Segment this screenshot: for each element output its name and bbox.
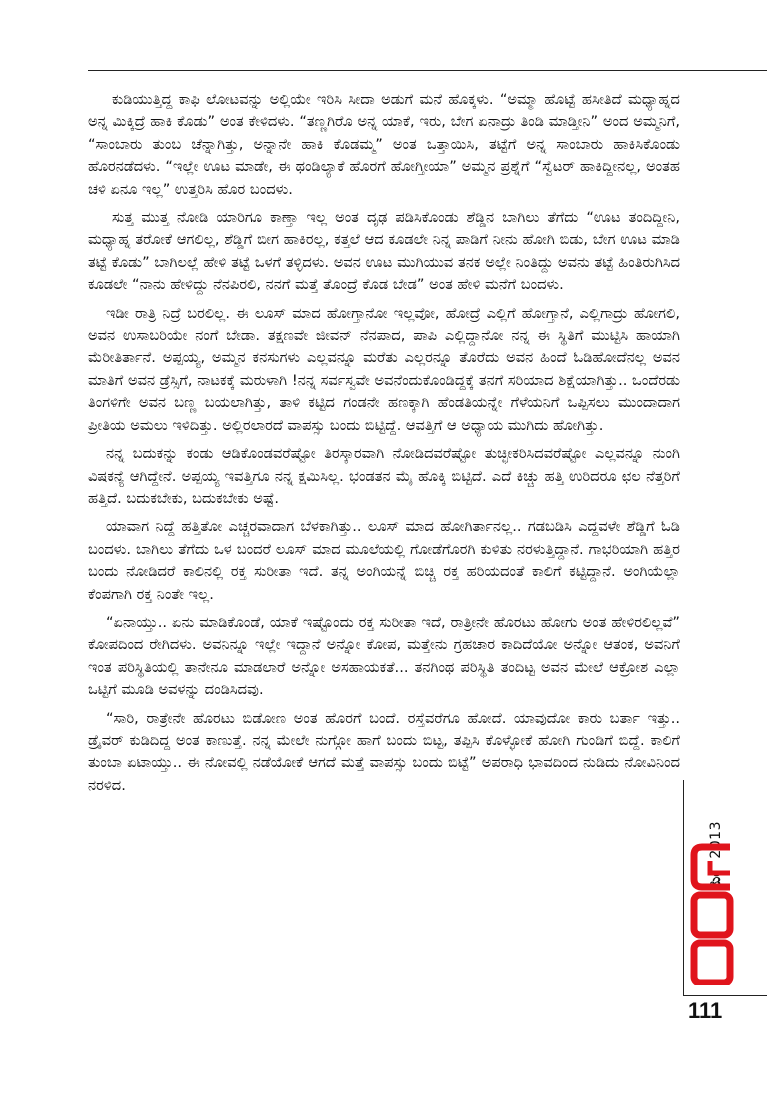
paragraph-6: “ಏನಾಯ್ತು.. ಏನು ಮಾಡಿಕೊಂಡೆ, ಯಾಕೆ ಇಷ್ಟೊಂದು ರಕ್ತ ಸುರೀತಾ ಇದೆ, ರಾತ್ರೀನೇ ಹೊರಟು ಹೋಗು ಅಂತ ಹೇಳಿರಲಿಲ್ಲವೆ” ಕೋಪದಿಂದ ರೇಗಿದಳು. ಅವನಿನ್ನೂ ಇಲ್ಲೇ ಇದ್ದಾನೆ ಅನ್ನೋ ಕೋಪ, ಮತ್ತೇನು ಗ್ರಹಚಾರ ಕಾದಿದೆಯೋ ಅನ್ನೋ ಆತಂಕ, ಅವನಿಗೆ ಇಂತ ಪರಿಸ್ಥಿತಿಯಲ್ಲಿ ತಾನೇನೂ ಮಾಡಲಾರೆ ಅನ್ನೋ ಅಸಹಾಯಕತೆ... ತನಗಿಂಥ ಪರಿಸ್ಥಿತಿ ತಂದಿಟ್ಟ ಅವನ ಮೇಲೆ ಆಕ್ರೋಶ ಎಲ್ಲಾ ಒಟ್ಟಿಗೆ ಮೂಡಿ ಅವಳನ್ನು ದಂಡಿಸಿದವು.: [88, 613, 680, 699]
issue-month: ಮೇ: [708, 871, 724, 890]
magazine-logo: [690, 945, 738, 985]
mayura-logo-mark: [690, 835, 734, 985]
bottom-rule: [683, 995, 767, 996]
top-rule: [88, 70, 767, 71]
issue-year: 2013: [708, 821, 724, 859]
paragraph-4: ನನ್ನ ಬದುಕನ್ನು ಕಂಡು ಆಡಿಕೊಂಡವರೆಷ್ಟೋ ತಿರಸ್ಕಾರವಾಗಿ ನೋಡಿದವರೆಷ್ಟೋ ತುಚ್ಛೀಕರಿಸಿದವರೆಷ್ಟೋ ಎಲ್ಲವನ್ನೂ ನುಂಗಿ ವಿಷಕನ್ಯೆ ಆಗಿದ್ದೇನೆ. ಅಪ್ಪಯ್ಯ ಇವತ್ತಿಗೂ ನನ್ನ ಕ್ಷಮಿಸಿಲ್ಲ. ಭಂಡತನ ಮೈ ಹೊಕ್ಕಿ ಬಿಟ್ಟಿದೆ. ಎದೆ ಕಿಚ್ಚು ಹತ್ತಿ ಉರಿದರೂ ಛಲ ನೆತ್ತರಿಗೆ ಹತ್ತಿದೆ. ಬದುಕಬೇಕು, ಬದುಕಬೇಕು ಅಷ್ಟೆ.: [88, 445, 680, 507]
article-body: [88, 89, 680, 803]
paragraph-2: ಸುತ್ತ ಮುತ್ತ ನೋಡಿ ಯಾರಿಗೂ ಕಾಣ್ತಾ ಇಲ್ಲ ಅಂತ ದೃಢ ಪಡಿಸಿಕೊಂಡು ಶೆಡ್ಡಿನ ಬಾಗಿಲು ತೆಗೆದು “ಊಟ ತಂದಿದ್ದೀನಿ, ಮಧ್ಯಾಹ್ನ ತರೋಕೆ ಆಗಲಿಲ್ಲ, ಶೆಡ್ಡಿಗೆ ಬೀಗ ಹಾಕಿರಲ್ಲ, ಕತ್ತಲೆ ಆದ ಕೂಡಲೇ ನಿನ್ನ ಪಾಡಿಗೆ ನೀನು ಹೋಗಿ ಬಿಡು, ಬೇಗ ಊಟ ಮಾಡಿ ತಟ್ಟೆ ಕೊಡು” ಬಾಗಿಲಲ್ಲೆ ಹೇಳಿ ತಟ್ಟೆ ಒಳಗೆ ತಳ್ಳಿದಳು. ಅವನ ಊಟ ಮುಗಿಯುವ ತನಕ ಅಲ್ಲೇ ನಿಂತಿದ್ದು ಅವನು ತಟ್ಟೆ ಹಿಂತಿರುಗಿಸಿದ ಕೂಡಲೇ “ನಾನು ಹೇಳಿದ್ದು ನೆನಪಿರಲಿ, ನನಗೆ ಮತ್ತೆ ತೊಂದ್ರೆ ಕೊಡ ಬೇಡ” ಅಂತ ಹೇಳಿ ಮನೆಗೆ ಬಂದಳು.: [88, 209, 680, 294]
paragraph-3: ಇಡೀ ರಾತ್ರಿ ನಿದ್ರೆ ಬರಲಿಲ್ಲ. ಈ ಲೂಸ್ ಮಾದ ಹೋಗ್ತಾನೋ ಇಲ್ಲವೋ, ಹೋದ್ರೆ ಎಲ್ಲಿಗೆ ಹೋಗ್ತಾನೆ, ಎಲ್ಲಿಗಾದ್ರು ಹೋಗಲಿ, ಅವನ ಉಸಾಬರಿಯೇ ನಂಗೆ ಬೇಡಾ. ತಕ್ಷಣವೇ ಜೀವನ್ ನೆನಪಾದ, ಪಾಪಿ ಎಲ್ಲಿದ್ದಾನೋ ನನ್ನ ಈ ಸ್ಥಿತಿಗೆ ಮುಟ್ಟಿಸಿ ಹಾಯಾಗಿ ಮೆರೀತಿರ್ತಾನೆ. ಅಪ್ಪಯ್ಯ, ಅಮ್ಮನ ಕನಸುಗಳು ಎಲ್ಲವನ್ನೂ ಮರೆತು ಎಲ್ಲರನ್ನೂ ತೊರೆದು ಅವನ ಹಿಂದೆ ಓಡಿಹೋದೆನಲ್ಲ ಅವನ ಮಾತಿಗೆ ಅವನ ಡ್ರೆಸ್ಸಿಗೆ, ನಾಟಕಕ್ಕೆ ಮರುಳಾಗಿ !ನನ್ನ ಸರ್ವಸ್ವವೇ ಅವನೆಂದುಕೊಂಡಿದ್ದಕ್ಕೆ ತನಗೆ ಸರಿಯಾದ ಶಿಕ್ಷೆಯಾಗಿತ್ತು.. ಒಂದೆರಡು ತಿಂಗಳಿಗೇ ಅವನ ಬಣ್ಣ ಬಯಲಾಗಿತ್ತು, ತಾಳಿ ಕಟ್ಟಿದ ಗಂಡನೇ ಹಣಕ್ಕಾಗಿ ಹೆಂಡತಿಯನ್ನೇ ಗೆಳೆಯನಿಗೆ ಒಪ್ಪಿಸಲು ಮುಂದಾದಾಗ ಪ್ರೀತಿಯ ಅಮಲು ಇಳಿದಿತ್ತು. ಅಲ್ಲಿರಲಾರದೆ ವಾಪಸ್ಸು ಬಂದು ಬಿಟ್ಟಿದ್ದೆ. ಆವತ್ತಿಗೆ ಆ ಅಧ್ಯಾಯ ಮುಗಿದು ಹೋಗಿತ್ತು.: [88, 304, 680, 434]
paragraph-1: ಕುಡಿಯುತ್ತಿದ್ದ ಕಾಫಿ ಲೋಟವನ್ನು ಅಲ್ಲಿಯೇ ಇರಿಸಿ ಸೀದಾ ಅಡುಗೆ ಮನೆ ಹೊಕ್ಕಳು. “ಅಮ್ಮಾ ಹೊಟ್ಟೆ ಹಸೀತಿದೆ ಮಧ್ಯಾಹ್ನದ ಅನ್ನ ಮಿಕ್ಕಿದ್ರೆ ಹಾಕಿ ಕೊಡು” ಅಂತ ಕೇಳಿದಳು. “ತಣ್ಣಗಿರೊ ಅನ್ನ ಯಾಕೆ, ಇರು, ಬೇಗ ಏನಾದ್ರು ತಿಂಡಿ ಮಾಡ್ತೀನಿ” ಅಂದ ಅಮ್ಮನಿಗೆ, “ಸಾಂಬಾರು ತುಂಬ ಚೆನ್ನಾಗಿತ್ತು, ಅನ್ನಾನೇ ಹಾಕಿ ಕೊಡಮ್ಮ” ಅಂತ ಒತ್ತಾಯಿಸಿ, ತಟ್ಟೆಗೆ ಅನ್ನ ಸಾಂಬಾರು ಹಾಕಿಸಿಕೊಂಡು ಹೊರನಡೆದಳು. “ಇಲ್ಲೇ ಊಟ ಮಾಡೇ, ಈ ಥಂಡಿಲ್ಯಾಕೆ ಹೊರಗೆ ಹೋಗ್ತೀಯಾ” ಅಮ್ಮನ ಪ್ರಶ್ನೆಗೆ “ಸ್ವೆಟರ್ ಹಾಕಿದ್ದೀನಲ್ಲ, ಅಂತಹ ಚಳಿ ಏನೂ ಇಲ್ಲ” ಉತ್ತರಿಸಿ ಹೊರ ಬಂದಳು.: [88, 91, 680, 198]
paragraph-5: ಯಾವಾಗ ನಿದ್ದೆ ಹತ್ತಿತೋ ಎಚ್ಚರವಾದಾಗ ಬೆಳಕಾಗಿತ್ತು.. ಲೂಸ್ ಮಾದ ಹೋಗಿರ್ತಾನಲ್ಲ.. ಗಡಬಡಿಸಿ ಎದ್ದವಳೇ ಶೆಡ್ಡಿಗೆ ಓಡಿ ಬಂದಳು. ಬಾಗಿಲು ತೆಗೆದು ಒಳ ಬಂದರೆ ಲೂಸ್ ಮಾದ ಮೂಲೆಯಲ್ಲಿ ಗೋಡೆಗೊರಗಿ ಕುಳಿತು ನರಳುತ್ತಿದ್ದಾನೆ. ಗಾಭರಿಯಾಗಿ ಹತ್ತಿರ ಬಂದು ನೋಡಿದರೆ ಕಾಲಿನಲ್ಲಿ ರಕ್ತ ಸುರೀತಾ ಇದೆ. ತನ್ನ ಅಂಗಿಯನ್ನೆ ಬಿಚ್ಚಿ ರಕ್ತ ಹರಿಯದಂತೆ ಕಾಲಿಗೆ ಕಟ್ಟಿದ್ದಾನೆ. ಅಂಗಿಯೆಲ್ಲಾ ಕೆಂಪಗಾಗಿ ರಕ್ತ ನಿಂತೇ ಇಲ್ಲ.: [88, 518, 680, 603]
sidebar-divider: [683, 780, 684, 995]
paragraph-7: “ಸಾರಿ, ರಾತ್ರೇನೇ ಹೊರಟು ಬಿಡೋಣ ಅಂತ ಹೊರಗೆ ಬಂದೆ. ರಸ್ತೆವರೆಗೂ ಹೋದೆ. ಯಾವುದೋ ಕಾರು ಬರ್ತಾ ಇತ್ತು.. ಡ್ರೈವರ್ ಕುಡಿದಿದ್ದ ಅಂತ ಕಾಣುತ್ತೆ. ನನ್ನ ಮೇಲೇ ನುಗ್ಗೋ ಹಾಗೆ ಬಂದು ಬಿಟ್ಟ, ತಪ್ಪಿಸಿ ಕೊಳ್ಳೋಕೆ ಹೋಗಿ ಗುಂಡಿಗೆ ಬಿದ್ದೆ. ಕಾಲಿಗೆ ತುಂಬಾ ಏಟಾಯ್ತು.. ಈ ನೋವಲ್ಲಿ ನಡೆಯೋಕೆ ಆಗದೆ ಮತ್ತೆ ವಾಪಸ್ಸು ಬಂದು ಬಿಟ್ಟೆ” ಅಪರಾಧಿ ಭಾವದಿಂದ ನುಡಿದು ನೋವಿನಿಂದ ನರಳಿದ.: [88, 709, 680, 794]
page-number: 111: [688, 998, 723, 1023]
